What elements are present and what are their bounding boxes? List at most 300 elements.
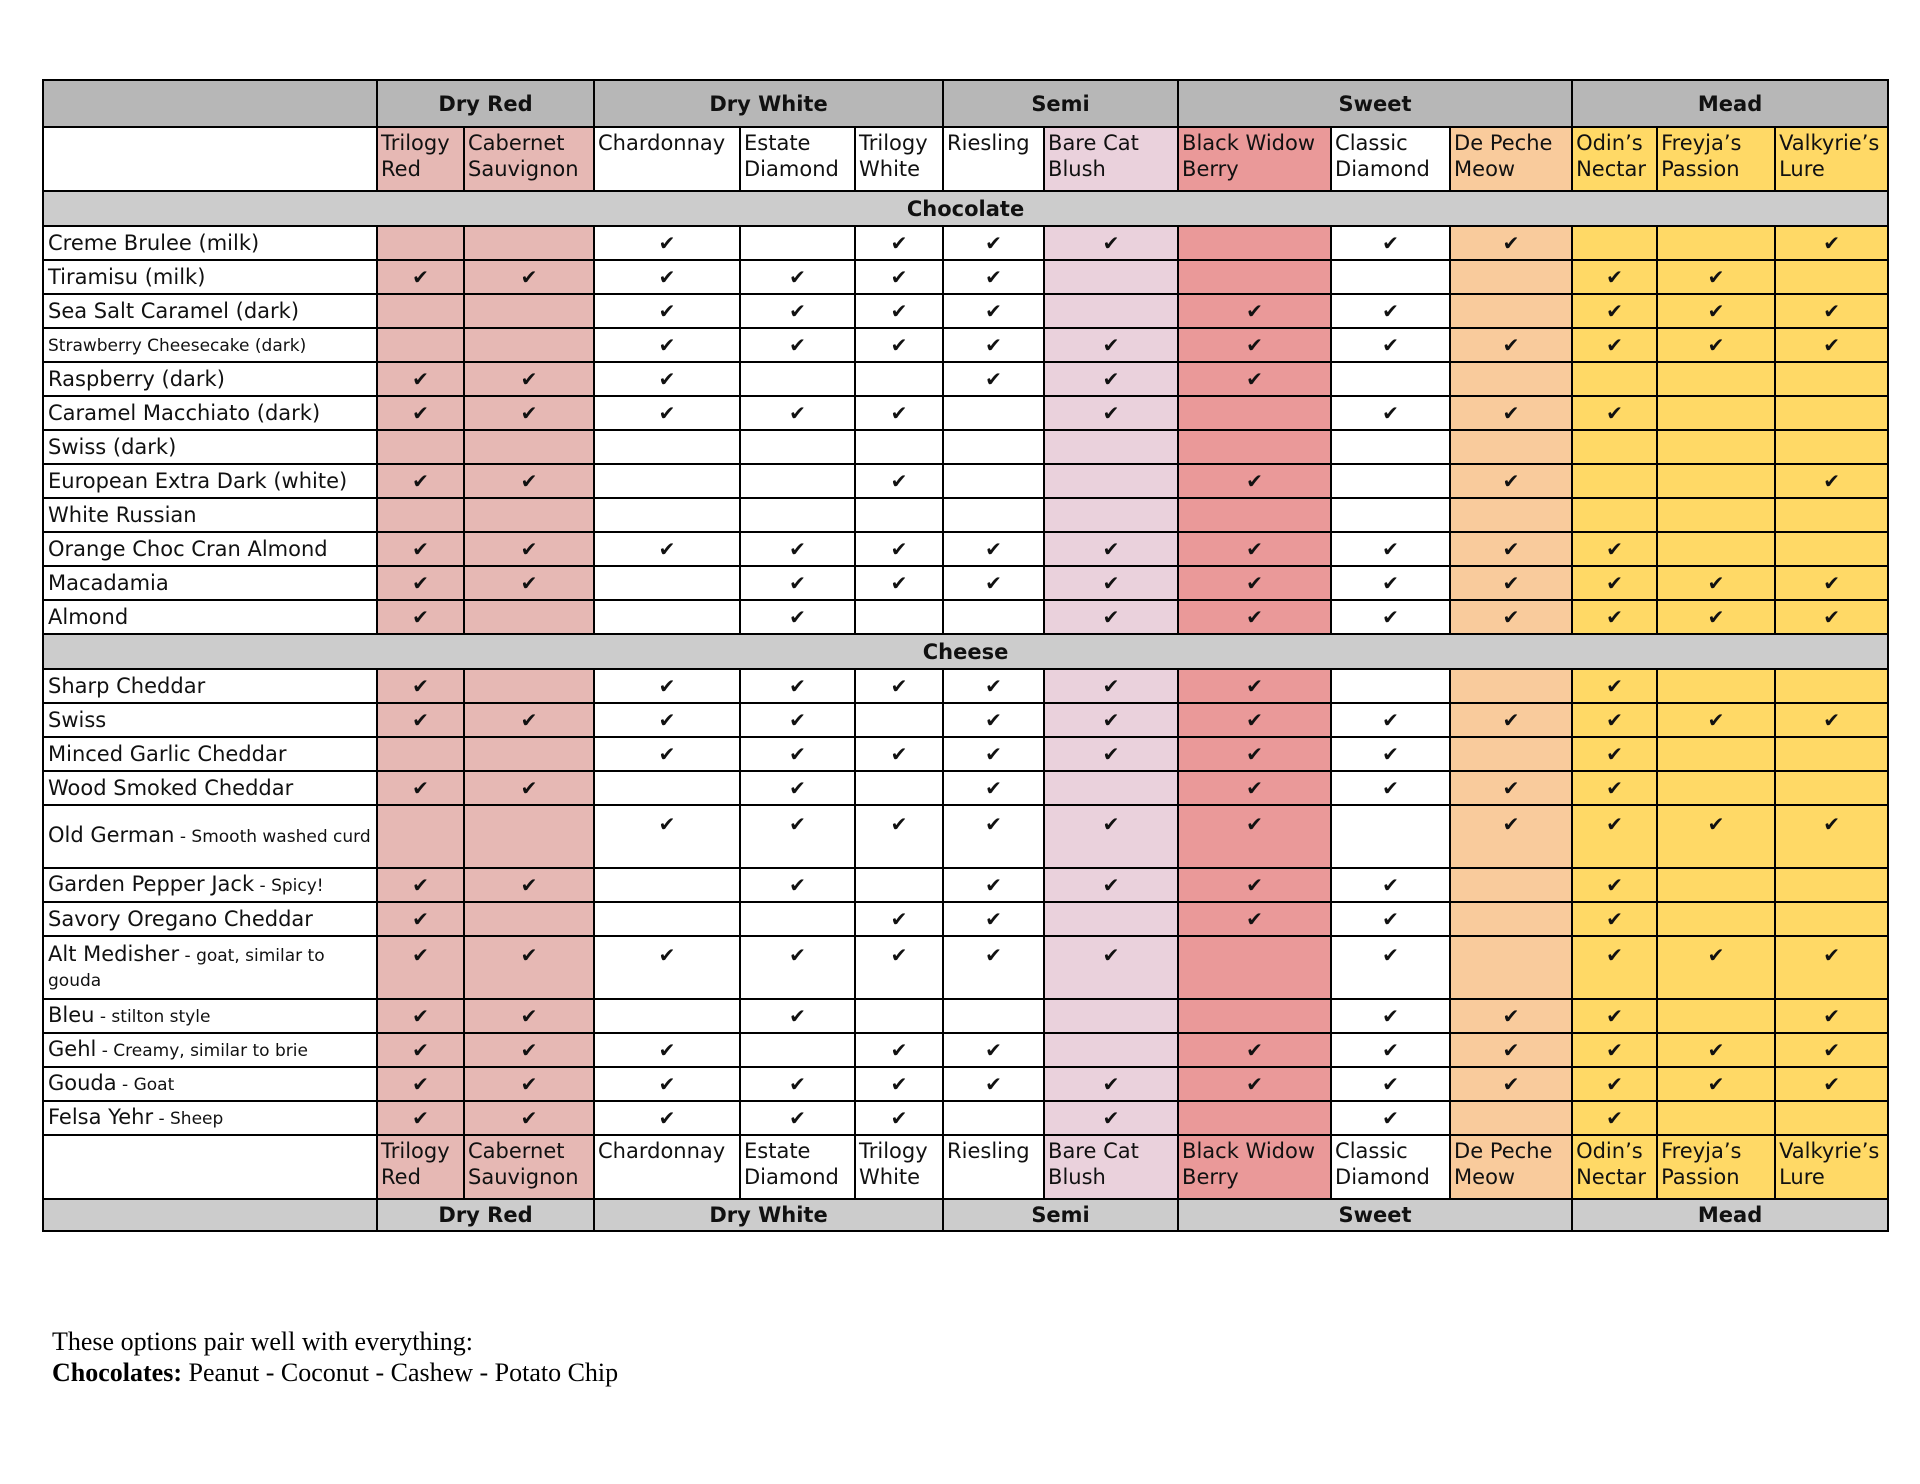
check-mark: ✔: [594, 396, 740, 430]
empty-cell: [594, 999, 740, 1033]
check-mark: ✔: [1331, 868, 1450, 902]
check-mark: ✔: [943, 362, 1044, 396]
item-name: European Extra Dark (white): [48, 468, 348, 493]
empty-cell: [1775, 362, 1888, 396]
empty-cell: [740, 362, 855, 396]
table-row: [43, 294, 1888, 328]
empty-cell: [1450, 669, 1572, 703]
empty-cell: [740, 1033, 855, 1067]
wine-name-freyja-s-passion: Freyja’s Passion: [1657, 1135, 1775, 1199]
wine-name-estate-diamond: Estate Diamond: [740, 1135, 855, 1199]
check-mark: ✔: [1178, 566, 1331, 600]
empty-cell: [1044, 999, 1178, 1033]
check-mark: ✔: [1450, 532, 1572, 566]
check-mark: ✔: [740, 868, 855, 902]
check-mark: ✔: [594, 1033, 740, 1067]
check-mark: ✔: [1775, 226, 1888, 260]
pairing-item-name: [43, 532, 377, 566]
empty-cell: [1178, 498, 1331, 532]
item-name: Strawberry Cheesecake (dark): [48, 335, 307, 356]
check-mark: ✔: [464, 1033, 594, 1067]
check-mark: ✔: [740, 936, 855, 999]
check-mark: ✔: [1331, 1067, 1450, 1101]
wine-name-classic-diamond: Classic Diamond: [1331, 127, 1450, 191]
item-name: White Russian: [48, 502, 197, 527]
group-header-mead: Mead: [1572, 80, 1888, 127]
check-mark: ✔: [1572, 1101, 1657, 1135]
wine-name-black-widow-berry: Black Widow Berry: [1178, 1135, 1331, 1199]
check-mark: ✔: [377, 1101, 464, 1135]
check-mark: ✔: [855, 226, 943, 260]
check-mark: ✔: [1657, 936, 1775, 999]
item-note: - goat, similar to gouda: [48, 945, 325, 991]
check-mark: ✔: [1044, 532, 1178, 566]
empty-cell: [377, 328, 464, 362]
section-title: Chocolate: [43, 191, 1888, 226]
group-footer-row: [43, 1199, 1888, 1231]
section-row-cheese: [43, 634, 1888, 669]
item-name: Orange Choc Cran Almond: [48, 536, 328, 561]
empty-cell: [1775, 260, 1888, 294]
check-mark: ✔: [1178, 669, 1331, 703]
table-row: [43, 1101, 1888, 1135]
item-note: - stilton style: [94, 1006, 211, 1027]
table-row: [43, 566, 1888, 600]
check-mark: ✔: [1044, 226, 1178, 260]
pairing-item-name: [43, 805, 377, 868]
check-mark: ✔: [1178, 737, 1331, 771]
empty-cell: [1657, 226, 1775, 260]
wine-name-riesling: Riesling: [943, 127, 1044, 191]
item-name: Old German: [48, 823, 175, 847]
empty-cell: [1331, 669, 1450, 703]
check-mark: ✔: [1775, 805, 1888, 868]
check-mark: ✔: [464, 771, 594, 805]
item-name: Gouda: [48, 1070, 117, 1095]
pairing-item-name: [43, 430, 377, 464]
wine-name-estate-diamond: Estate Diamond: [740, 127, 855, 191]
item-name: Creme Brulee (milk): [48, 230, 260, 255]
check-mark: ✔: [1572, 1067, 1657, 1101]
item-name: Sharp Cheddar: [48, 673, 206, 698]
check-mark: ✔: [594, 532, 740, 566]
empty-cell: [943, 999, 1044, 1033]
empty-cell: [1450, 737, 1572, 771]
check-mark: ✔: [1178, 771, 1331, 805]
empty-cell: [1331, 362, 1450, 396]
group-header-dry-white: Dry White: [594, 1199, 943, 1231]
check-mark: ✔: [594, 328, 740, 362]
empty-cell: [1331, 498, 1450, 532]
check-mark: ✔: [855, 669, 943, 703]
empty-cell: [1657, 737, 1775, 771]
item-note: - Creamy, similar to brie: [96, 1040, 308, 1061]
check-mark: ✔: [855, 737, 943, 771]
check-mark: ✔: [1572, 396, 1657, 430]
empty-cell: [855, 600, 943, 634]
check-mark: ✔: [1178, 328, 1331, 362]
footnote-intro: These options pair well with everything:: [52, 1327, 473, 1356]
check-mark: ✔: [1450, 999, 1572, 1033]
check-mark: ✔: [377, 902, 464, 936]
check-mark: ✔: [377, 868, 464, 902]
check-mark: ✔: [1331, 328, 1450, 362]
check-mark: ✔: [855, 328, 943, 362]
check-mark: ✔: [1044, 737, 1178, 771]
check-mark: ✔: [855, 396, 943, 430]
empty-cell: [943, 396, 1044, 430]
check-mark: ✔: [1450, 805, 1572, 868]
group-header-row: [43, 80, 1888, 127]
check-mark: ✔: [1044, 328, 1178, 362]
check-mark: ✔: [1572, 771, 1657, 805]
check-mark: ✔: [855, 566, 943, 600]
check-mark: ✔: [943, 805, 1044, 868]
group-header-sweet: Sweet: [1178, 1199, 1572, 1231]
check-mark: ✔: [740, 260, 855, 294]
wine-name-odin-s-nectar: Odin’s Nectar: [1572, 127, 1657, 191]
item-name: Raspberry (dark): [48, 366, 225, 391]
empty-cell: [1178, 936, 1331, 999]
check-mark: ✔: [1044, 566, 1178, 600]
check-mark: ✔: [377, 362, 464, 396]
empty-cell: [594, 600, 740, 634]
group-header-dry-red: Dry Red: [377, 80, 594, 127]
empty-cell: [1657, 1101, 1775, 1135]
wine-name-bare-cat-blush: Bare Cat Blush: [1044, 1135, 1178, 1199]
check-mark: ✔: [1572, 532, 1657, 566]
check-mark: ✔: [943, 566, 1044, 600]
empty-cell: [740, 226, 855, 260]
check-mark: ✔: [594, 737, 740, 771]
item-name: Gehl: [48, 1036, 97, 1061]
check-mark: ✔: [740, 396, 855, 430]
check-mark: ✔: [943, 771, 1044, 805]
check-mark: ✔: [594, 1101, 740, 1135]
check-mark: ✔: [377, 1067, 464, 1101]
check-mark: ✔: [377, 703, 464, 737]
check-mark: ✔: [1331, 703, 1450, 737]
check-mark: ✔: [740, 600, 855, 634]
empty-cell: [1572, 226, 1657, 260]
check-mark: ✔: [1178, 805, 1331, 868]
wine-name-riesling: Riesling: [943, 1135, 1044, 1199]
table-row: [43, 396, 1888, 430]
check-mark: ✔: [1044, 669, 1178, 703]
empty-cell: [740, 498, 855, 532]
empty-cell: [1572, 498, 1657, 532]
check-mark: ✔: [1044, 936, 1178, 999]
check-mark: ✔: [1775, 464, 1888, 498]
empty-cell: [740, 464, 855, 498]
footnote-label: Chocolates:: [52, 1358, 182, 1387]
empty-cell: [464, 430, 594, 464]
empty-cell: [464, 737, 594, 771]
check-mark: ✔: [943, 226, 1044, 260]
item-name: Alt Medisher: [48, 941, 180, 966]
table-row: [43, 703, 1888, 737]
check-mark: ✔: [1178, 1067, 1331, 1101]
table-body: [43, 80, 1888, 1231]
check-mark: ✔: [377, 396, 464, 430]
check-mark: ✔: [740, 532, 855, 566]
check-mark: ✔: [1572, 999, 1657, 1033]
table-row: [43, 669, 1888, 703]
empty-cell: [464, 805, 594, 868]
check-mark: ✔: [1572, 328, 1657, 362]
empty-cell: [1657, 868, 1775, 902]
check-mark: ✔: [855, 936, 943, 999]
pairing-item-name: [43, 362, 377, 396]
check-mark: ✔: [1178, 464, 1331, 498]
table-row: [43, 600, 1888, 634]
check-mark: ✔: [1178, 532, 1331, 566]
check-mark: ✔: [377, 1033, 464, 1067]
wine-header-row: [43, 127, 1888, 191]
check-mark: ✔: [1572, 294, 1657, 328]
check-mark: ✔: [740, 669, 855, 703]
empty-cell: [943, 464, 1044, 498]
pairing-item-name: [43, 936, 377, 999]
check-mark: ✔: [943, 260, 1044, 294]
empty-cell: [855, 771, 943, 805]
item-name: Sea Salt Caramel (dark): [48, 298, 300, 323]
check-mark: ✔: [740, 566, 855, 600]
table-row: [43, 902, 1888, 936]
pairing-item-name: [43, 771, 377, 805]
table-row: [43, 430, 1888, 464]
check-mark: ✔: [943, 936, 1044, 999]
check-mark: ✔: [855, 1101, 943, 1135]
empty-cell: [377, 737, 464, 771]
empty-cell: [594, 464, 740, 498]
check-mark: ✔: [377, 464, 464, 498]
check-mark: ✔: [943, 868, 1044, 902]
check-mark: ✔: [1572, 805, 1657, 868]
item-note: - Sheep: [153, 1108, 224, 1129]
empty-cell: [1450, 936, 1572, 999]
check-mark: ✔: [1657, 294, 1775, 328]
check-mark: ✔: [1044, 805, 1178, 868]
empty-cell: [1044, 771, 1178, 805]
check-mark: ✔: [1775, 703, 1888, 737]
group-header-row-blank: [43, 80, 377, 127]
pairing-item-name: [43, 1067, 377, 1101]
empty-cell: [1657, 396, 1775, 430]
check-mark: ✔: [594, 703, 740, 737]
check-mark: ✔: [377, 936, 464, 999]
check-mark: ✔: [594, 294, 740, 328]
check-mark: ✔: [1657, 1067, 1775, 1101]
check-mark: ✔: [740, 703, 855, 737]
empty-cell: [1178, 430, 1331, 464]
wine-name-black-widow-berry: Black Widow Berry: [1178, 127, 1331, 191]
check-mark: ✔: [1331, 600, 1450, 634]
empty-cell: [1450, 902, 1572, 936]
empty-cell: [1331, 805, 1450, 868]
pairing-item-name: [43, 464, 377, 498]
check-mark: ✔: [1657, 805, 1775, 868]
check-mark: ✔: [1657, 1033, 1775, 1067]
check-mark: ✔: [377, 999, 464, 1033]
empty-cell: [943, 498, 1044, 532]
group-header-semi: Semi: [943, 1199, 1178, 1231]
group-header-sweet: Sweet: [1178, 80, 1572, 127]
pairing-item-name: [43, 999, 377, 1033]
item-note: - Smooth washed curd: [174, 827, 371, 847]
check-mark: ✔: [1331, 936, 1450, 999]
pairing-item-name: [43, 703, 377, 737]
empty-cell: [377, 498, 464, 532]
check-mark: ✔: [464, 396, 594, 430]
pairing-item-name: [43, 226, 377, 260]
check-mark: ✔: [594, 226, 740, 260]
check-mark: ✔: [855, 1033, 943, 1067]
check-mark: ✔: [740, 294, 855, 328]
empty-cell: [1044, 498, 1178, 532]
check-mark: ✔: [594, 669, 740, 703]
table-row: [43, 999, 1888, 1033]
item-name: Tiramisu (milk): [48, 264, 206, 289]
empty-cell: [1450, 498, 1572, 532]
table-row: [43, 737, 1888, 771]
wine-name-cabernet-sauvignon: Cabernet Sauvignon: [464, 127, 594, 191]
check-mark: ✔: [594, 362, 740, 396]
empty-cell: [1775, 498, 1888, 532]
check-mark: ✔: [1657, 260, 1775, 294]
check-mark: ✔: [1178, 600, 1331, 634]
check-mark: ✔: [1775, 936, 1888, 999]
check-mark: ✔: [1450, 396, 1572, 430]
check-mark: ✔: [1775, 566, 1888, 600]
wine-name-chardonnay: Chardonnay: [594, 127, 740, 191]
footnote-line: [52, 1357, 618, 1388]
wine-name-trilogy-red: Trilogy Red: [377, 1135, 464, 1199]
item-name: Swiss: [48, 707, 107, 732]
check-mark: ✔: [740, 328, 855, 362]
check-mark: ✔: [1775, 294, 1888, 328]
empty-cell: [1657, 902, 1775, 936]
check-mark: ✔: [1572, 1033, 1657, 1067]
empty-cell: [1450, 430, 1572, 464]
check-mark: ✔: [1572, 868, 1657, 902]
empty-cell: [1178, 999, 1331, 1033]
check-mark: ✔: [1331, 1101, 1450, 1135]
check-mark: ✔: [943, 703, 1044, 737]
empty-cell: [594, 902, 740, 936]
item-name: Wood Smoked Cheddar: [48, 775, 294, 800]
group-header-semi: Semi: [943, 80, 1178, 127]
table-row: [43, 936, 1888, 999]
check-mark: ✔: [1044, 600, 1178, 634]
check-mark: ✔: [377, 532, 464, 566]
empty-cell: [464, 498, 594, 532]
pairing-item-name: [43, 737, 377, 771]
empty-cell: [855, 430, 943, 464]
check-mark: ✔: [740, 737, 855, 771]
pairing-item-name: [43, 294, 377, 328]
empty-cell: [1775, 771, 1888, 805]
empty-cell: [1775, 532, 1888, 566]
empty-cell: [594, 566, 740, 600]
check-mark: ✔: [594, 1067, 740, 1101]
check-mark: ✔: [464, 260, 594, 294]
empty-cell: [1657, 498, 1775, 532]
empty-cell: [1572, 430, 1657, 464]
wine-name-odin-s-nectar: Odin’s Nectar: [1572, 1135, 1657, 1199]
check-mark: ✔: [1178, 362, 1331, 396]
table-row: [43, 532, 1888, 566]
check-mark: ✔: [1572, 936, 1657, 999]
check-mark: ✔: [1450, 328, 1572, 362]
empty-cell: [740, 902, 855, 936]
empty-cell: [377, 805, 464, 868]
item-name: Almond: [48, 604, 129, 629]
check-mark: ✔: [855, 260, 943, 294]
check-mark: ✔: [1450, 771, 1572, 805]
check-mark: ✔: [1331, 737, 1450, 771]
check-mark: ✔: [740, 999, 855, 1033]
empty-cell: [1450, 868, 1572, 902]
pairing-item-name: [43, 260, 377, 294]
item-name: Savory Oregano Cheddar: [48, 906, 313, 931]
item-name: Caramel Macchiato (dark): [48, 400, 321, 425]
table-row: [43, 1033, 1888, 1067]
check-mark: ✔: [1331, 566, 1450, 600]
check-mark: ✔: [464, 868, 594, 902]
pairing-item-name: [43, 396, 377, 430]
empty-cell: [1044, 430, 1178, 464]
section-row-chocolate: [43, 191, 1888, 226]
table-row: [43, 226, 1888, 260]
empty-cell: [1044, 294, 1178, 328]
check-mark: ✔: [1331, 999, 1450, 1033]
empty-cell: [943, 1101, 1044, 1135]
check-mark: ✔: [1331, 902, 1450, 936]
table-row: [43, 464, 1888, 498]
pairing-item-name: [43, 902, 377, 936]
empty-cell: [1044, 260, 1178, 294]
check-mark: ✔: [740, 805, 855, 868]
check-mark: ✔: [1450, 703, 1572, 737]
check-mark: ✔: [943, 1067, 1044, 1101]
item-name: Bleu: [48, 1002, 95, 1027]
empty-cell: [855, 498, 943, 532]
check-mark: ✔: [1657, 600, 1775, 634]
check-mark: ✔: [1178, 902, 1331, 936]
check-mark: ✔: [1044, 868, 1178, 902]
check-mark: ✔: [1572, 703, 1657, 737]
check-mark: ✔: [1572, 669, 1657, 703]
wine-name-trilogy-white: Trilogy White: [855, 1135, 943, 1199]
check-mark: ✔: [464, 566, 594, 600]
check-mark: ✔: [1657, 703, 1775, 737]
pairing-item-name: [43, 1033, 377, 1067]
empty-cell: [1775, 868, 1888, 902]
check-mark: ✔: [377, 600, 464, 634]
check-mark: ✔: [1178, 1033, 1331, 1067]
check-mark: ✔: [1450, 1033, 1572, 1067]
check-mark: ✔: [855, 805, 943, 868]
check-mark: ✔: [1657, 328, 1775, 362]
empty-cell: [1450, 1101, 1572, 1135]
check-mark: ✔: [1044, 396, 1178, 430]
empty-cell: [1178, 396, 1331, 430]
check-mark: ✔: [594, 260, 740, 294]
check-mark: ✔: [464, 362, 594, 396]
empty-cell: [377, 430, 464, 464]
check-mark: ✔: [1331, 396, 1450, 430]
